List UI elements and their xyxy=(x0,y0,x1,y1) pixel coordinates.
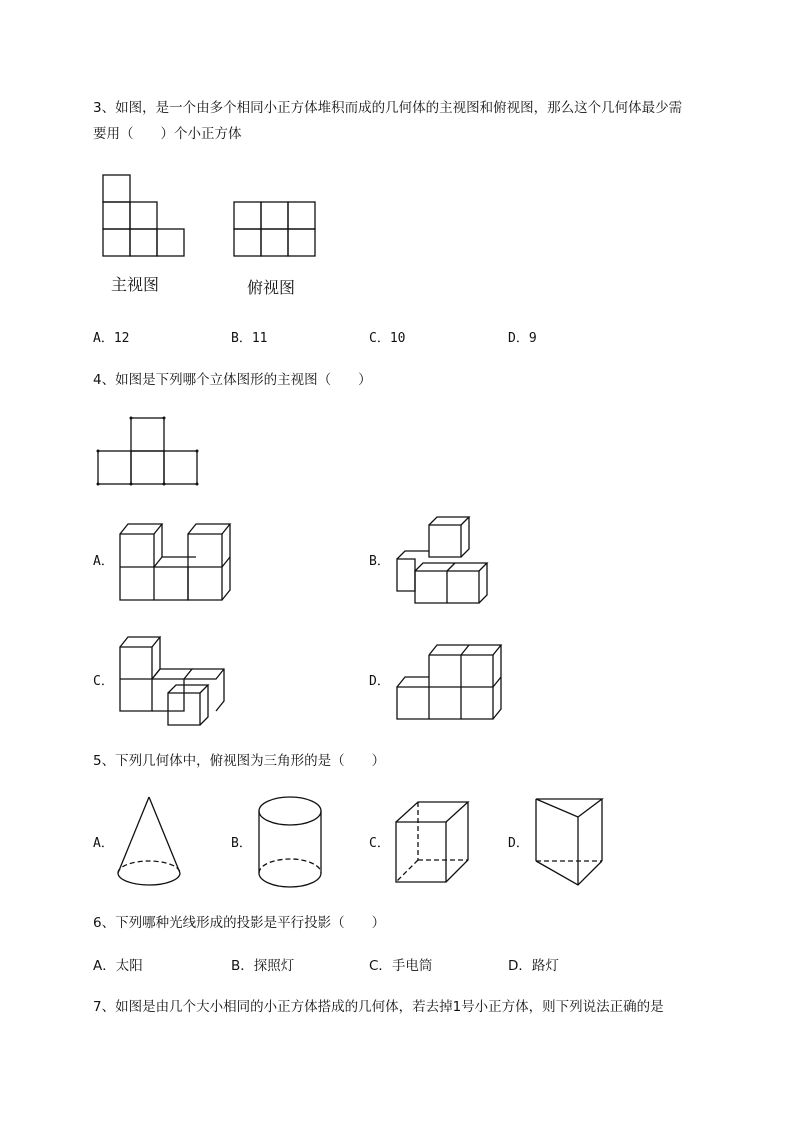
q3-option-b[interactable]: B．11 xyxy=(231,331,268,346)
q5-option-a-label[interactable]: A． xyxy=(93,836,114,851)
q4-option-c-label[interactable]: C． xyxy=(93,674,114,689)
q7-stem: 7、如图是由几个大小相同的小正方体搭成的几何体，若去掉1号小正方体，则下列说法正确的是 xyxy=(93,999,664,1015)
q5-option-a-cone-figure[interactable] xyxy=(116,795,182,889)
q3-stem-line2: 要用（ ）个小正方体 xyxy=(93,126,242,142)
q4-option-d-label[interactable]: D． xyxy=(369,674,390,689)
q6-option-b[interactable]: B．探照灯 xyxy=(231,958,295,974)
q3-stem-line1: 3、如图，是一个由多个相同小正方体堆积而成的几何体的主视图和俯视图，那么这个几何体最少需 xyxy=(93,100,683,116)
q3-option-d[interactable]: D．9 xyxy=(508,331,537,346)
q4-option-c-figure[interactable] xyxy=(118,635,228,727)
q5-option-d-label[interactable]: D． xyxy=(508,836,529,851)
q4-option-b-figure[interactable] xyxy=(395,515,499,607)
q4-option-b-label[interactable]: B． xyxy=(369,554,390,569)
q3-top-view-caption: 俯视图 xyxy=(247,278,296,297)
q6-option-c[interactable]: C．手电筒 xyxy=(369,958,433,974)
q5-option-b-label[interactable]: B． xyxy=(231,836,252,851)
q6-option-d[interactable]: D．路灯 xyxy=(508,958,559,974)
q4-option-a-label[interactable]: A． xyxy=(93,554,114,569)
q3-front-view-caption: 主视图 xyxy=(111,275,160,294)
q5-option-b-cylinder-figure[interactable] xyxy=(257,795,323,891)
q5-stem: 5、下列几何体中，俯视图为三角形的是（ ） xyxy=(93,753,386,769)
q5-option-c-cube-figure[interactable] xyxy=(394,800,472,884)
q6-option-a[interactable]: A．太阳 xyxy=(93,958,143,974)
q6-stem: 6、下列哪种光线形成的投影是平行投影（ ） xyxy=(93,915,386,931)
q4-option-a-figure[interactable] xyxy=(118,522,234,602)
q5-option-c-label[interactable]: C． xyxy=(369,836,390,851)
q4-front-view-figure xyxy=(96,416,201,488)
q3-option-c[interactable]: C．10 xyxy=(369,331,406,346)
q3-top-view-figure xyxy=(233,201,317,258)
q3-option-a[interactable]: A．12 xyxy=(93,331,130,346)
q4-option-d-figure[interactable] xyxy=(395,643,503,721)
q5-option-d-prism-figure[interactable] xyxy=(534,797,604,889)
q4-stem: 4、如图是下列哪个立体图形的主视图（ ） xyxy=(93,372,372,388)
q3-front-view-figure xyxy=(102,174,186,258)
